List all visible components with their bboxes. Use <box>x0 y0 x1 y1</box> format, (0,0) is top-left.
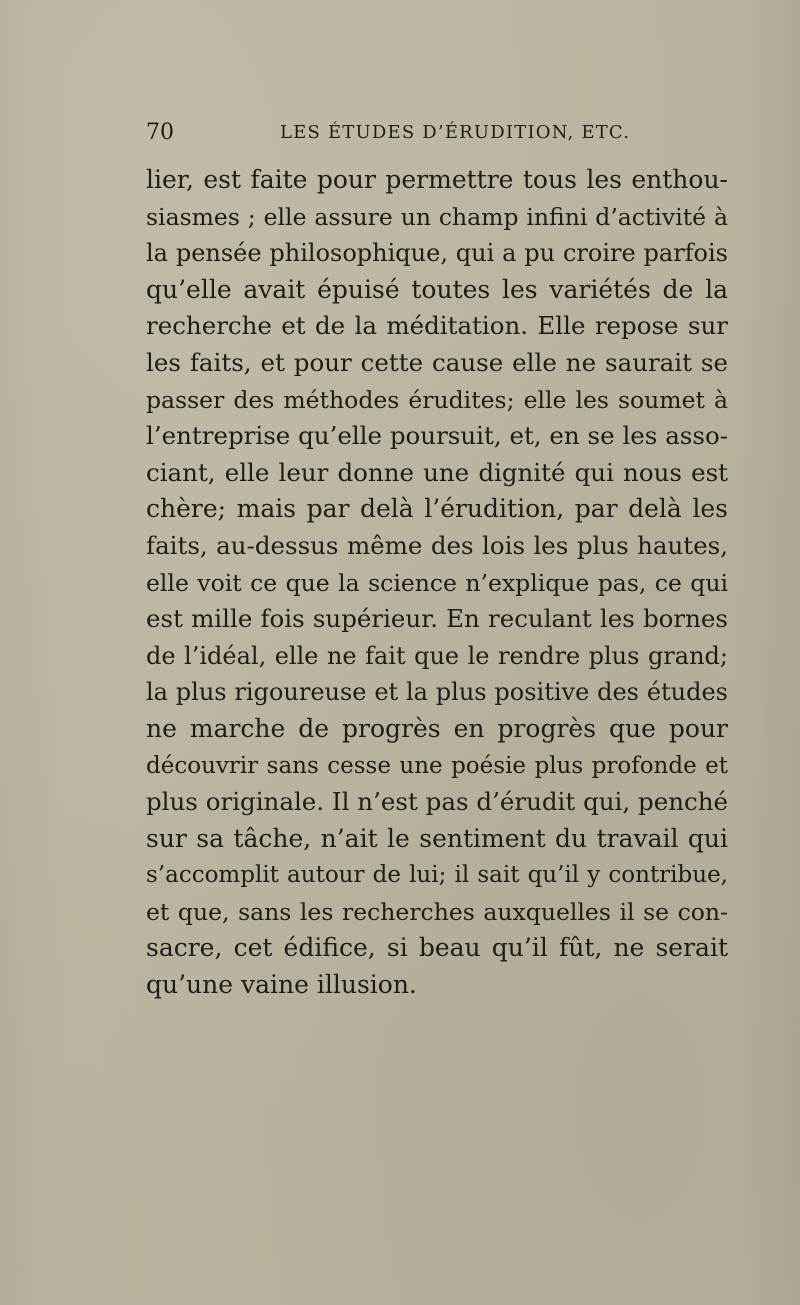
text-line: ciant, elle leur donne une dignité qui nous est <box>146 457 728 487</box>
text-line: qu’elle avait épuisé toutes les variétés de la <box>146 274 728 304</box>
text-line: chère; mais par delà l’érudition, par delà les <box>146 494 728 524</box>
text-line: de l’idéal, elle ne fait que le rendre plus grand; <box>146 641 728 670</box>
text-line: ne marche de progrès en progrès que pour <box>146 713 728 743</box>
text-line: et que, sans les recherches auxquelles il se con- <box>146 897 728 926</box>
text-line: s’accomplit autour de lui; il sait qu’il y contribue, <box>146 862 728 889</box>
text-line: la pensée philosophique, qui a pu croire parfois <box>146 239 728 268</box>
text-line: sacre, cet édifice, si beau qu’il fût, ne serait <box>146 933 728 963</box>
text-line: passer des méthodes érudites; elle les soumet à <box>146 385 728 414</box>
text-line: sur sa tâche, n’ait le sentiment du travail qui <box>146 823 728 853</box>
text-line: l’entreprise qu’elle poursuit, et, en se les asso- <box>146 421 728 451</box>
text-line: découvrir sans cesse une poésie plus profonde et <box>146 752 728 779</box>
text-line: la plus rigoureuse et la plus positive des études <box>146 678 728 707</box>
text-line: faits, au-dessus même des lois les plus hautes, <box>146 530 728 560</box>
text-line: les faits, et pour cette cause elle ne saurait se <box>146 347 728 377</box>
text-line: est mille fois supérieur. En reculant les bornes <box>146 604 728 634</box>
text-line: lier, est faite pour permettre tous les enthou- <box>146 165 728 194</box>
text-line: qu’une vaine illusion. <box>146 970 417 1000</box>
page-number: 70 <box>146 120 174 145</box>
body-text <box>146 162 728 1004</box>
running-head <box>146 118 728 148</box>
text-line: elle voit ce que la science n’explique pas, ce qui <box>146 568 728 597</box>
text-line: plus originale. Il n’est pas d’érudit qui, penché <box>146 787 728 817</box>
text-line: recherche et de la méditation. Elle repose sur <box>146 311 728 341</box>
text-line: siasmes ; elle assure un champ infini d’activité à <box>146 202 728 231</box>
running-title: LES ÉTUDES D’ÉRUDITION, ETC. <box>280 122 631 143</box>
